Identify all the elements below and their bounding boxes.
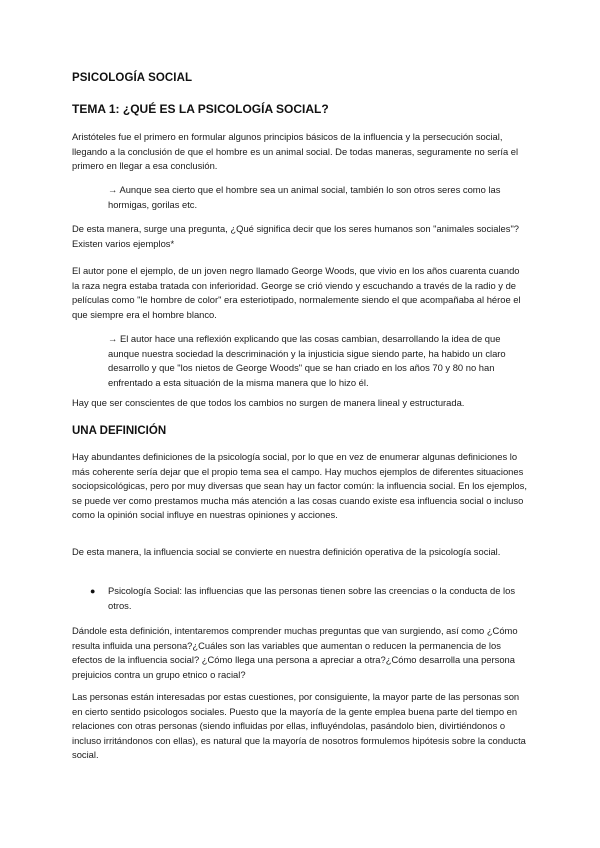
bullet-icon: ● <box>90 586 96 596</box>
paragraph-definitions: Hay abundantes definiciones de la psicología social, por lo que en vez de enumerar algunas definiciones lo más coherente sería dejar que el propio tema sea el campo. Hay muchos ejemplos de diferentes situaciones sociopsicológicas, pero por muy diversas que sean hay un factor común: la influencia social. En los ejemplos, se puede ver como prestamos mucha más atención a las cosas cuando existe esa influencia social o incluso como la opinión social influye en nuestras opiniones y acciones. <box>72 451 527 521</box>
note-animal-social: → Aunque sea cierto que el hombre sea un animal social, también lo son otros seres como las hormigas, gorilas etc. <box>108 184 501 210</box>
paragraph-george-woods: El autor pone el ejemplo, de un joven negro llamado George Woods, que vivio en los años cuarenta cuando la raza negra estaba tratada con inferioridad. George se crió viendo y escuchando a través de la radio y de películas como "le hombre de color" era esteriotipado, normalemente siendo el que acompañaba al héroe el que siempre era el hombre blanco. <box>72 265 521 320</box>
document-title: PSICOLOGÍA SOCIAL <box>72 72 193 84</box>
paragraph-changes: Hay que ser conscientes de que todos los cambios no surgen de manera lineal y estructurada. <box>72 397 465 408</box>
paragraph-questions: Dándole esta definición, intentaremos comprender muchas preguntas que van surgiendo, así como ¿Cómo resulta influida una persona?¿Cuáles son las variables que aumentan o reducen la permanencia de los efectos de la influencia social? ¿Cómo llega una persona a apreciar a otra?¿Cómo desarrolla una persona prejuicios contra un grupo etnico o racial? <box>72 625 518 680</box>
note-reflection: → El autor hace una reflexión explicando que las cosas cambian, desarrollando la idea de que aunque nuestra sociedad la descriminación y la injusticia sigue siendo parte, ha habido un claro desarrollo y que "los nietos de George Woods" que se han criado en los años 70 y 80 no han enfrentado a esta situación de la misma manera que lo hizo él. <box>108 333 506 388</box>
paragraph-social-psychologists: Las personas están interesadas por estas cuestiones, por consiguiente, la mayor parte de las personas son en cierto sentido psicologos sociales. Puesto que la mayoría de la gente emplea buena parte del tiempo en relaciones con otras personas (siendo influidas por ellas, influyéndolas, pasándolo bien, divirtiéndonos o incluso irritándonos con ellas), es natural que la mayoría de nosotros formulemos hipótesis sobre la conducta social. <box>72 691 526 761</box>
paragraph-operative: De esta manera, la influencia social se convierte en nuestra definición operativa de la psicología social. <box>72 546 501 557</box>
topic-heading: TEMA 1: ¿QUÉ ES LA PSICOLOGÍA SOCIAL? <box>72 102 329 116</box>
paragraph-aristoteles: Aristóteles fue el primero en formular algunos principios básicos de la influencia y la persecución social, llegando a la conclusión de que el hombre es un animal social. De todas maneras, seguramente no sería el primero en llegar a esa conclusión. <box>72 131 519 172</box>
bullet-definition: Psicología Social: las influencias que las personas tienen sobre las creencias o la conducta de los otros. <box>108 585 516 611</box>
paragraph-question: De esta manera, surge una pregunta, ¿Qué significa decir que los seres humanos son "animales sociales"? Existen varios ejemplos* <box>72 223 520 249</box>
section-heading-definicion: UNA DEFINICIÓN <box>72 425 167 437</box>
